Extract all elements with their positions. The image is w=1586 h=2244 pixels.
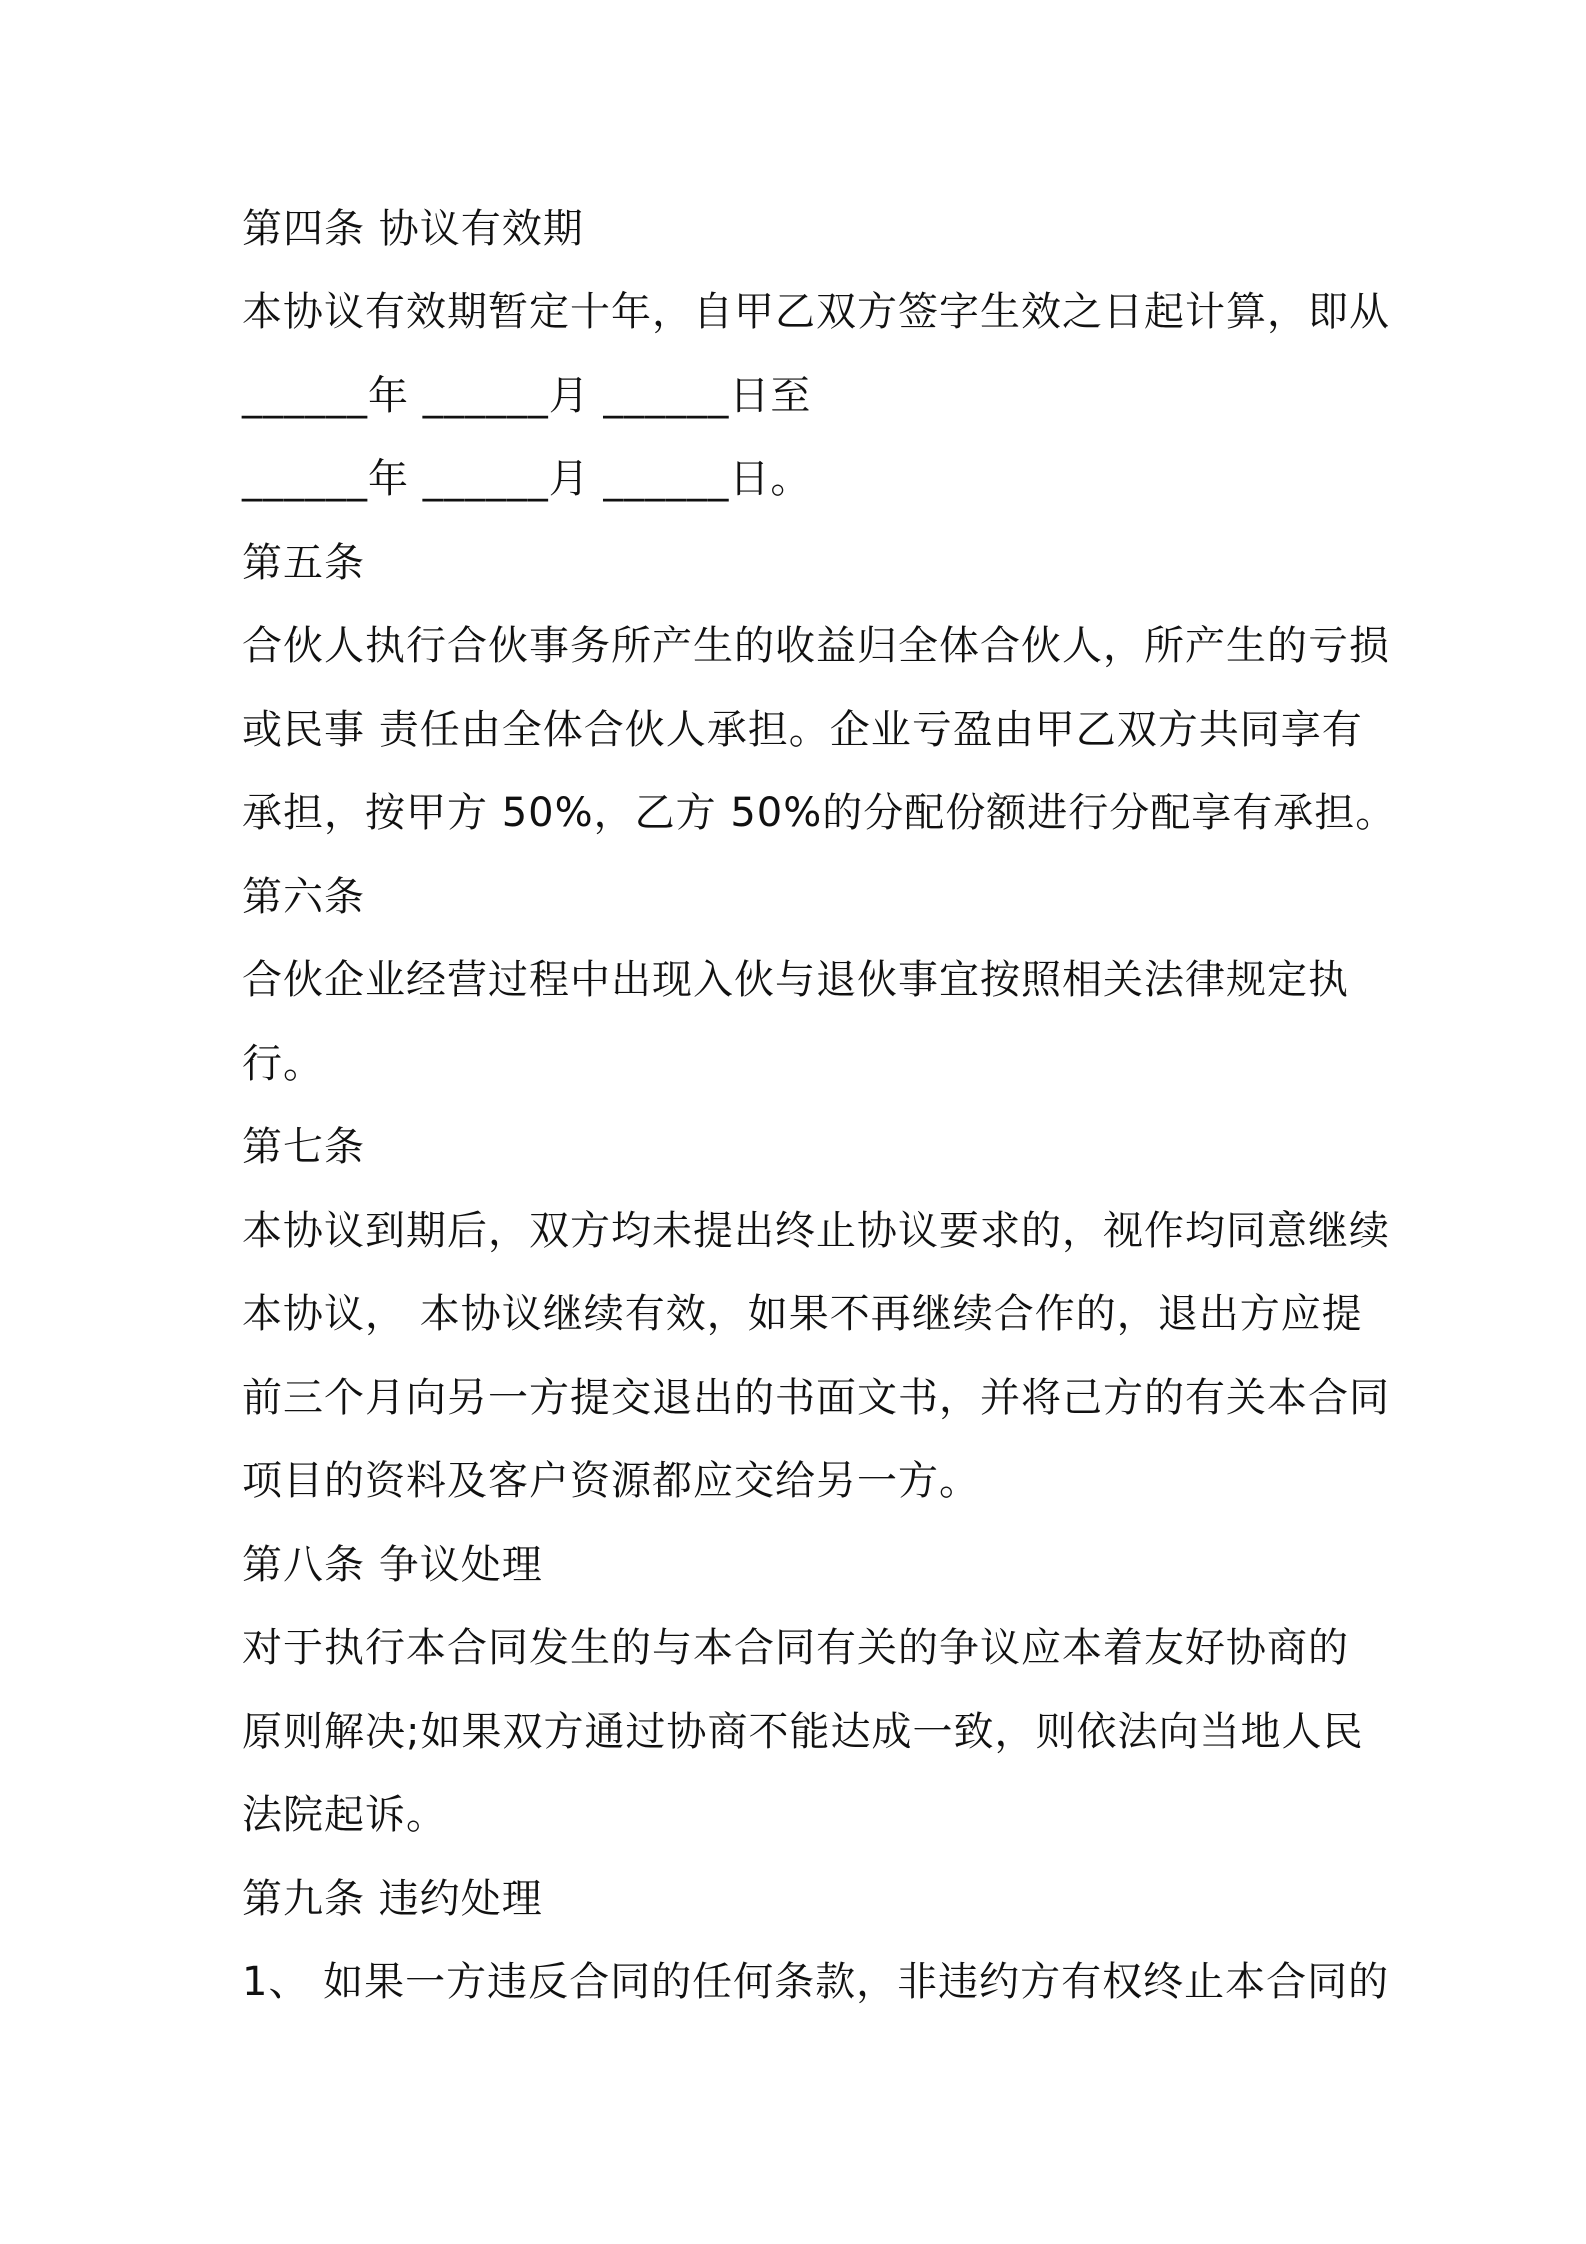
article-7-text-line: 项目的资料及客户资源都应交给另一方。 xyxy=(242,1458,980,1504)
article-5-text-line: 合伙人执行合伙事务所产生的收益归全体合伙人，所产生的亏损 xyxy=(242,623,1390,669)
article-5-text-line: 或民事 责任由全体合伙人承担。企业亏盈由甲乙双方共同享有 xyxy=(242,707,1363,753)
article-8-text-line: 原则解决;如果双方通过协商不能达成一致，则依法向当地人民 xyxy=(242,1709,1364,1755)
article-4-date-from: ______年 ______月 ______日至 xyxy=(242,373,812,419)
article-6-heading: 第六条 xyxy=(242,874,365,920)
article-7-text-line: 前三个月向另一方提交退出的书面文书，并将己方的有关本合同 xyxy=(242,1375,1390,1421)
article-4-text-line: 本协议有效期暂定十年，自甲乙双方签字生效之日起计算，即从 xyxy=(242,289,1390,335)
article-8-text-line: 对于执行本合同发生的与本合同有关的争议应本着友好协商的 xyxy=(242,1625,1349,1671)
article-9-item-1: 1、 如果一方违反合同的任何条款，非违约方有权终止本合同的 xyxy=(242,1959,1390,2005)
article-8-text-line: 法院起诉。 xyxy=(242,1792,447,1838)
article-9-heading: 第九条 违约处理 xyxy=(242,1876,543,1922)
article-4-heading: 第四条 协议有效期 xyxy=(242,206,584,252)
article-5-heading: 第五条 xyxy=(242,540,365,586)
article-7-text-line: 本协议， 本协议继续有效，如果不再继续合作的，退出方应提 xyxy=(242,1291,1363,1337)
article-4-date-to: ______年 ______月 ______日。 xyxy=(242,456,812,502)
article-5-text-line: 承担，按甲方 50%，乙方 50%的分配份额进行分配享有承担。 xyxy=(242,790,1397,836)
article-6-text-line: 行。 xyxy=(242,1041,324,1087)
article-7-heading: 第七条 xyxy=(242,1124,365,1170)
article-6-text-line: 合伙企业经营过程中出现入伙与退伙事宜按照相关法律规定执 xyxy=(242,957,1349,1003)
article-8-heading: 第八条 争议处理 xyxy=(242,1542,543,1588)
article-7-text-line: 本协议到期后，双方均未提出终止协议要求的，视作均同意继续 xyxy=(242,1208,1390,1254)
